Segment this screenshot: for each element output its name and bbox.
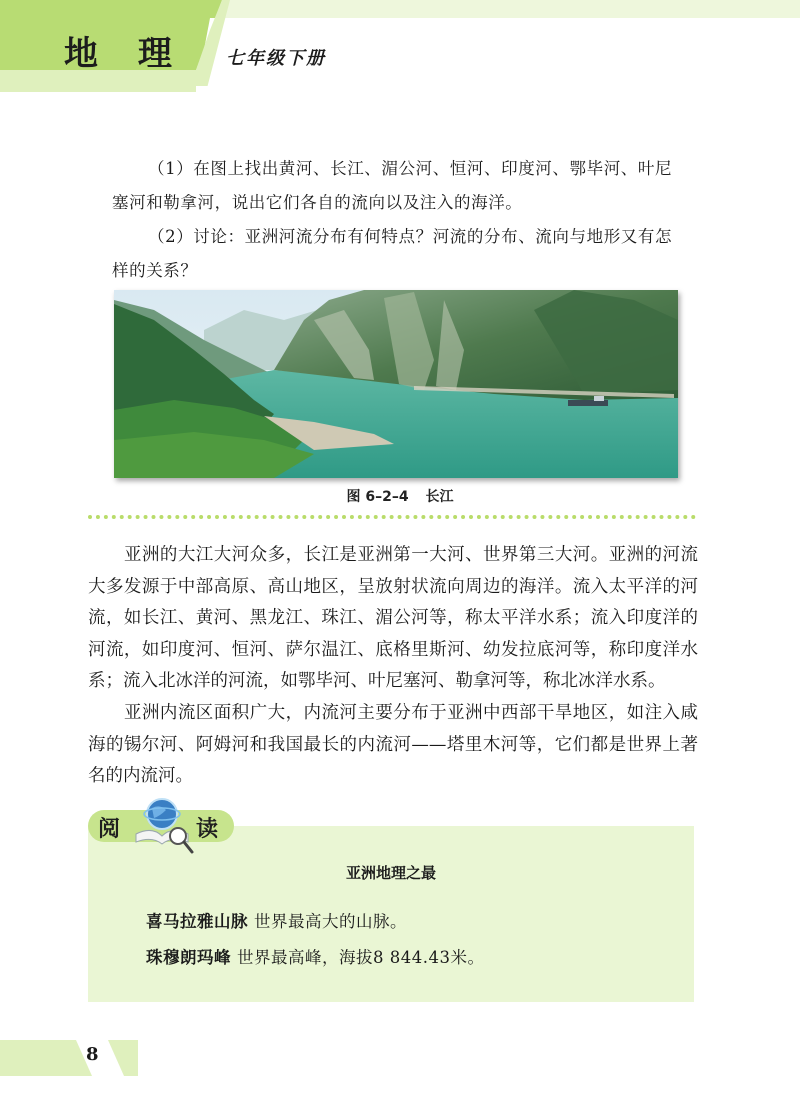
yangtze-photo [114, 290, 678, 478]
figure-number: 图 6–2–4 [346, 489, 409, 505]
reading-term: 珠穆朗玛峰 [146, 948, 231, 967]
section-divider [88, 515, 696, 519]
question-1: （1）在图上找出黄河、长江、湄公河、恒河、印度河、鄂毕河、叶尼塞河和勒拿河，说出它们各自的流向以及注入的海洋。 [112, 159, 673, 212]
header-title: 地 理 [64, 34, 186, 74]
page-footer-band [0, 1032, 140, 1076]
reading-label-right: 读 [196, 817, 219, 842]
page-header [0, 0, 800, 92]
discussion-questions [112, 152, 682, 288]
page-number: 8 [86, 1044, 99, 1065]
header-subtitle: 七年级下册 [226, 48, 326, 69]
paragraph-1: 亚洲的大江大河众多，长江是亚洲第一大河、世界第三大河。亚洲的河流大多发源于中部高原、高山地区，呈放射状流向周边的海洋。流入太平洋的河流，如长江、黄河、黑龙江、珠江、湄公河等，称太平洋水系；流入印度洋的河流，如印度河、恒河、萨尔温江、底格里斯河、幼发拉底河等，称印度洋水系；流入北冰洋的河流，如鄂毕河、叶尼塞河、勒拿河等，称北冰洋水系。 [88, 545, 698, 692]
reading-term: 喜马拉雅山脉 [146, 912, 248, 931]
reading-label-left: 阅 [98, 817, 121, 842]
figure-caption [0, 486, 800, 506]
body-text [88, 540, 698, 793]
globe-book-magnifier-icon [130, 790, 196, 856]
yangtze-river-image [114, 290, 678, 478]
paragraph-2: 亚洲内流区面积广大，内流河主要分布于亚洲中西部干旱地区，如注入咸海的锡尔河、阿姆河和我国最长的内流河——塔里木河等，它们都是世界上著名的内流河。 [88, 702, 698, 787]
reading-item-everest [146, 944, 484, 968]
reading-item-himalaya [146, 908, 407, 932]
reading-desc: 世界最高大的山脉。 [254, 912, 407, 931]
reading-title: 亚洲地理之最 [345, 864, 436, 882]
figure-title: 长江 [425, 489, 454, 505]
question-2: （2）讨论：亚洲河流分布有何特点？河流的分布、流向与地形又有怎样的关系？ [112, 227, 673, 280]
reading-desc: 世界最高峰，海拔8 844.43米。 [237, 948, 485, 967]
